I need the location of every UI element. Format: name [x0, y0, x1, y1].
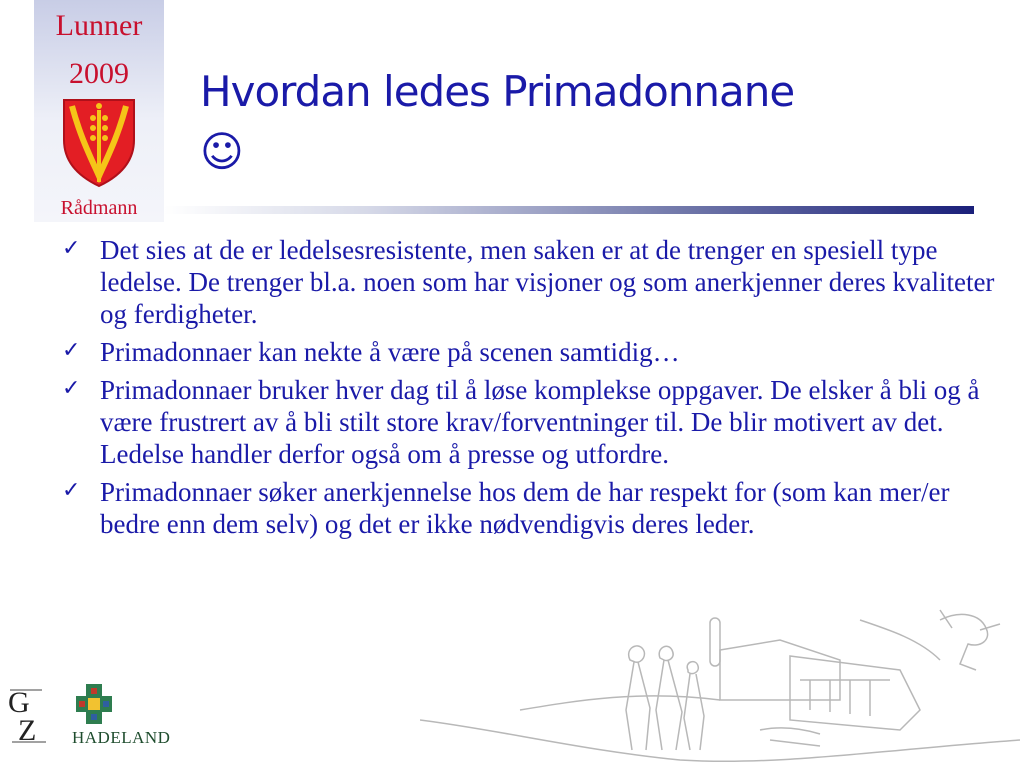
lunner-logo — [34, 0, 164, 222]
list-item — [62, 336, 1002, 368]
check-icon: ✓ — [62, 376, 81, 401]
hadeland-emblem-icon — [76, 684, 112, 724]
line-drawing-illustration — [420, 600, 1020, 768]
svg-text:G: G — [8, 686, 30, 719]
bullet-text: Primadonnaer bruker hver dag til å løse komplekse oppgaver. De elsker å bli og å være frustrert av å bli stilt store krav/forventninger til. De blir motivert av det. Ledelse handler derfor også om å presse og utfordre. — [100, 375, 980, 469]
check-icon: ✓ — [62, 478, 81, 503]
svg-text:Z: Z — [18, 714, 37, 744]
logo-year: 2009 — [69, 57, 129, 90]
list-item — [62, 374, 1002, 470]
title-divider — [164, 206, 974, 214]
hadeland-label: HADELAND — [72, 728, 171, 747]
list-item — [62, 476, 1002, 540]
lunner-coat-of-arms-icon — [60, 96, 138, 188]
title-text: Hvordan ledes Primadonnane — [200, 67, 795, 116]
smiley-icon: ☺ — [200, 127, 243, 176]
slide-title — [200, 62, 990, 182]
bullet-text: Primadonnaer søker anerkjennelse hos dem de har respekt for (som kan mer/er bedre enn dem selv) og det er ikke nødvendigvis deres leder. — [100, 477, 950, 539]
check-icon: ✓ — [62, 236, 81, 261]
footer-logos — [6, 682, 171, 752]
logo-name: Lunner — [55, 9, 143, 42]
check-icon: ✓ — [62, 338, 81, 363]
bullet-text: Primadonnaer kan nekte å være på scenen samtidig… — [100, 337, 680, 367]
logo-subtitle: Rådmann — [60, 197, 138, 219]
bullet-list — [62, 234, 1002, 546]
list-item — [62, 234, 1002, 330]
gz-logo-icon — [6, 682, 52, 744]
bullet-text: Det sies at de er ledelsesresistente, men saken er at de trenger en spesiell type ledelse. De trenger bl.a. noen som har visjoner og som anerkjenner deres kvaliteter og ferdigheter. — [100, 235, 995, 329]
